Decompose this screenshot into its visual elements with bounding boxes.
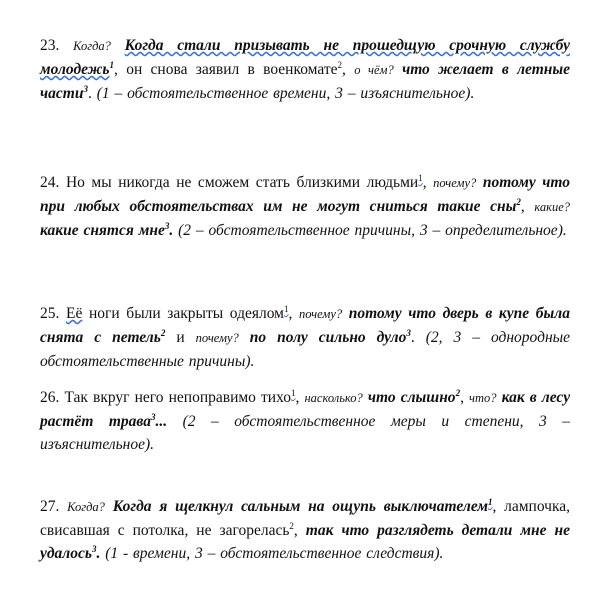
clause-3-text: что желает в летные части [40,61,571,102]
comma: , [460,389,464,406]
clause-1-index: 1 [283,303,289,314]
clause-2-index: 2 [160,327,166,338]
clause-3-text: по полу сильно дуло [249,329,407,346]
sentence-number: 24. [40,174,60,191]
clause-2-text: потому что дверь в купе была снята с петель [40,305,570,346]
main-clause: ноги были закрыты одеялом [88,305,284,322]
main-clause: лампочка, свисавшая с потолка, не загорелась [40,498,571,539]
explanation: (2 – обстоятельственное меры и степени, 3 – изъяснительное). [40,413,571,453]
question-what: что? [469,391,497,405]
clause-1-index: 1 [290,387,296,398]
main-clause: , он снова заявил в военкомате [114,61,338,78]
question-when: Когда? [73,39,111,53]
sentence-number: 26. [40,389,60,406]
clause-3-index: 3 [164,220,170,231]
explanation: (1 - времени, 3 – обстоятельственное следствия). [105,545,444,562]
sentence-24 [40,171,570,242]
explanation: (2, 3 – однородные обстоятельственные причины). [40,329,571,370]
sentence-26 [40,386,570,456]
clause-3 [250,329,411,346]
comma: , [492,498,497,515]
ellipsis: ... [155,413,168,430]
period: . [96,545,101,562]
question-which: какие? [534,200,570,214]
clause-2-text: что слышно [367,389,456,406]
question-how-much: насколько? [304,391,363,405]
comma: , [342,61,346,78]
word-her: Её [66,305,83,322]
sentence-number: 27. [40,498,60,515]
clause-3-index: 3 [406,327,411,338]
explanation: (2 – обстоятельственное причины, 3 – определительное). [178,222,567,239]
comma: , [295,389,300,406]
question-what: о чём? [354,63,394,77]
clause-1-index: 1 [487,496,493,507]
main-clause: Так вкруг него непоправимо тихо [64,389,291,406]
comma: , [288,305,293,322]
comma: , [520,198,525,215]
clause-2-text: потому что при любых обстоятельствах им не могут сниться такие сны [40,174,571,215]
main-clause: Но мы никогда не сможем стать близкими людьми [65,174,419,191]
question-why: почему? [195,331,239,345]
sentence-number: 23. [40,37,60,54]
clause-1-text: Когда стали призывать не прошедщую срочную службу молодежь [40,37,571,78]
clause-3-text: так что разглядеть детали мне не удалось [40,522,571,562]
comma: , [293,522,298,539]
clause-1-text: Когда я щелкнул сальным на ощупь выключателем [112,498,488,515]
sentence-23 [40,34,570,105]
clause-2-index: 2 [289,520,294,531]
clause-2-index: 2 [516,196,521,207]
clause-2-index: 2 [337,59,343,70]
clause-3 [40,222,173,239]
question-why: почему? [433,176,477,190]
clause-3-text: как в лесу растёт трава [40,389,571,430]
comma: , [422,174,427,191]
period: . [410,329,415,346]
sentence-number: 25. [40,305,60,322]
sentence-27 [40,495,570,565]
clause-3-index: 3 [91,543,97,554]
conjunction-and: и [176,329,185,346]
clause-1 [113,498,493,515]
question-why: почему? [298,307,343,321]
clause-1-index: 1 [418,172,423,183]
question-when: Когда? [67,500,105,514]
sentence-25 [40,302,570,373]
clause-3-text: какие снятся мне [40,222,165,239]
clause-2-index: 2 [455,387,461,398]
period: . [87,85,92,102]
clause-3-index: 3 [83,83,88,94]
clause-1-index: 1 [109,59,115,70]
period: . [169,222,174,239]
clause-2 [368,389,460,406]
explanation: (1 – обстоятельственное времени, 3 – изъяснительное). [96,85,475,102]
clause-3-index: 3 [151,411,156,422]
